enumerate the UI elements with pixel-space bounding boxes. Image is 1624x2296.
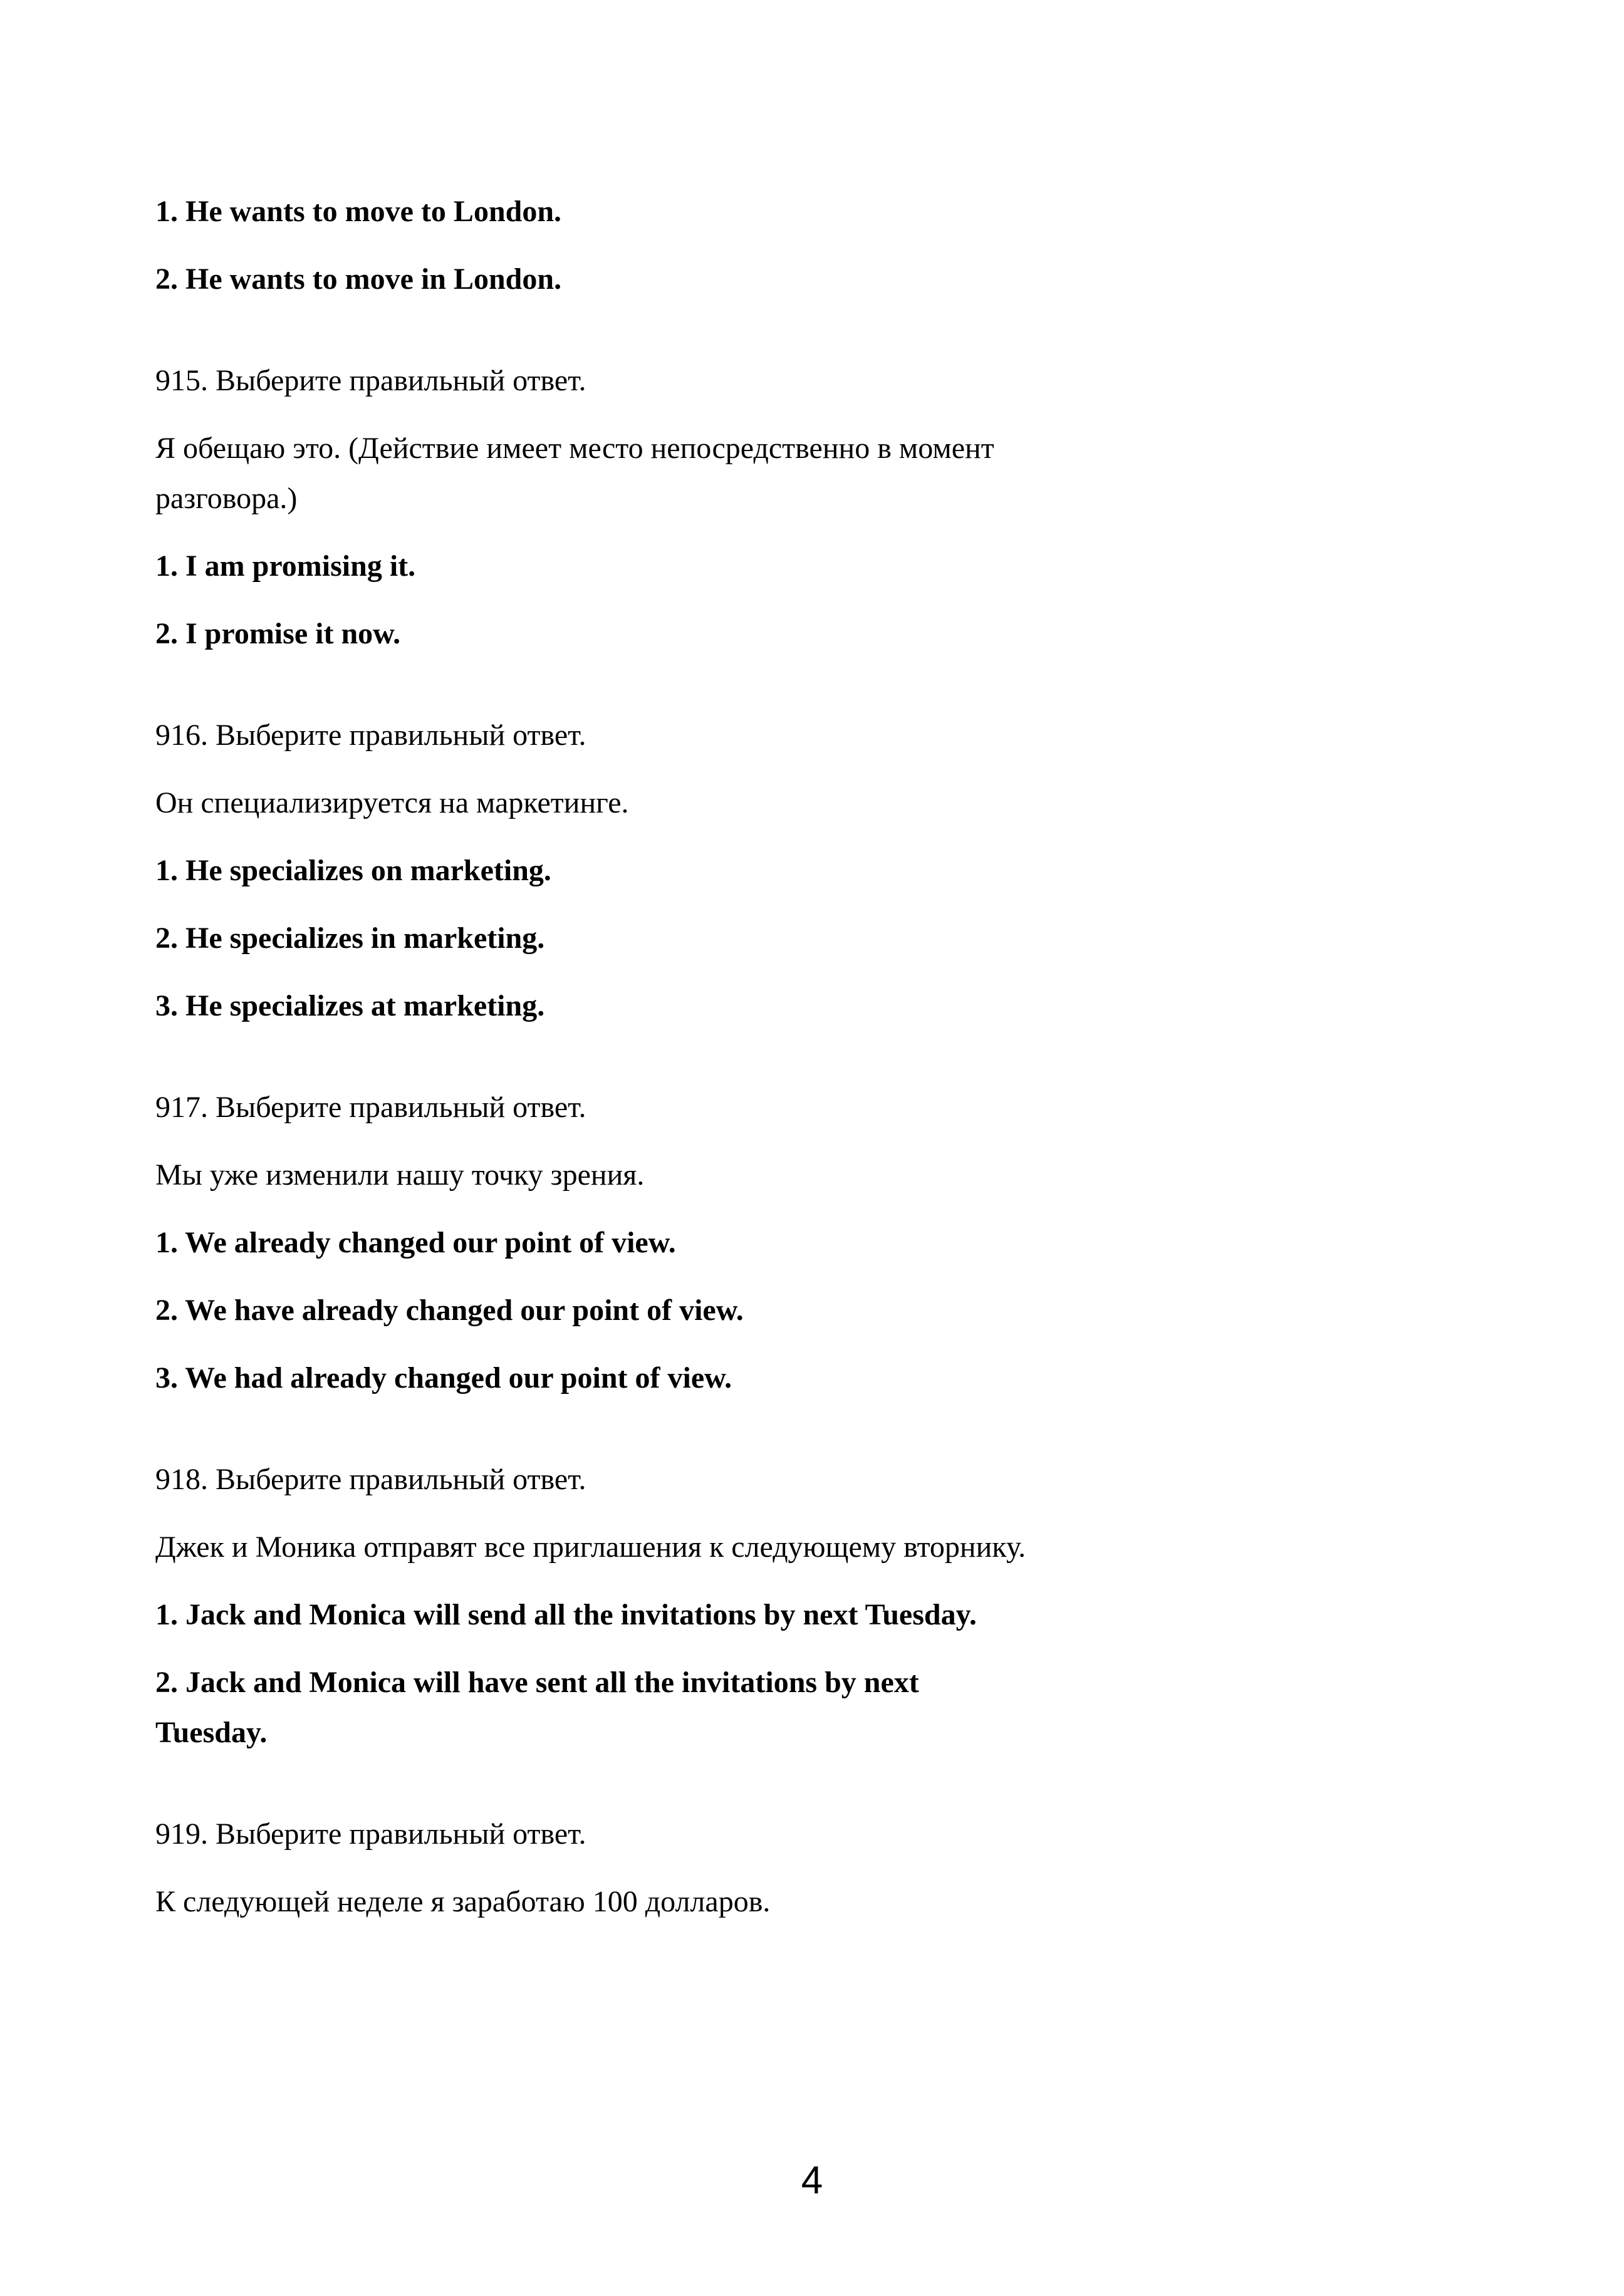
question-header-917: 917. Выберите правильный ответ. [155, 1091, 586, 1124]
question-header-916: 916. Выберите правильный ответ. [155, 719, 586, 752]
question-919 [155, 1809, 1355, 1927]
question-prompt-919: К следующей неделе я заработаю 100 долларов. [155, 1885, 771, 1918]
prompt-line-1: Я обещаю это. (Действие имеет место непосредственно в момент [155, 432, 994, 465]
question-915 [155, 356, 1355, 659]
question-917 [155, 1083, 1355, 1403]
answer-option-916-3: 3. He specializes at marketing. [155, 989, 545, 1022]
option-line-1: 2. Jack and Monica will have sent all the invitations by next [155, 1666, 919, 1699]
answer-option-917-2: 2. We have already changed our point of view. [155, 1294, 744, 1327]
option-line-2: Tuesday. [155, 1716, 268, 1749]
question-header-915: 915. Выберите правильный ответ. [155, 364, 586, 397]
answer-option-916-2: 2. He specializes in marketing. [155, 922, 545, 955]
question-header-919: 919. Выберите правильный ответ. [155, 1817, 586, 1851]
prompt-line-2: разговора.) [155, 482, 298, 515]
question-header-918: 918. Выберите правильный ответ. [155, 1463, 586, 1496]
intro-option-1: 1. He wants to move to London. [155, 195, 562, 228]
intro-option-2: 2. He wants to move in London. [155, 262, 562, 296]
answer-option-915-2: 2. I promise it now. [155, 617, 401, 650]
question-918 [155, 1455, 1355, 1758]
question-prompt-917: Мы уже изменили нашу точку зрения. [155, 1158, 645, 1192]
question-916 [155, 710, 1355, 1031]
answer-option-917-1: 1. We already changed our point of view. [155, 1226, 676, 1259]
answer-option-915-1: 1. I am promising it. [155, 549, 416, 583]
question-prompt-915 [155, 423, 1355, 524]
page-number: 4 [801, 2159, 823, 2202]
answer-option-916-1: 1. He specializes on marketing. [155, 854, 551, 887]
question-prompt-918: Джек и Моника отправят все приглашения к следующему вторнику. [155, 1530, 1026, 1564]
answer-option-918-1: 1. Jack and Monica will send all the invitations by next Tuesday. [155, 1598, 977, 1631]
answer-option-917-3: 3. We had already changed our point of view. [155, 1361, 732, 1395]
answer-option-918-2 [155, 1658, 1355, 1758]
question-prompt-916: Он специализируется на маркетинге. [155, 786, 629, 819]
